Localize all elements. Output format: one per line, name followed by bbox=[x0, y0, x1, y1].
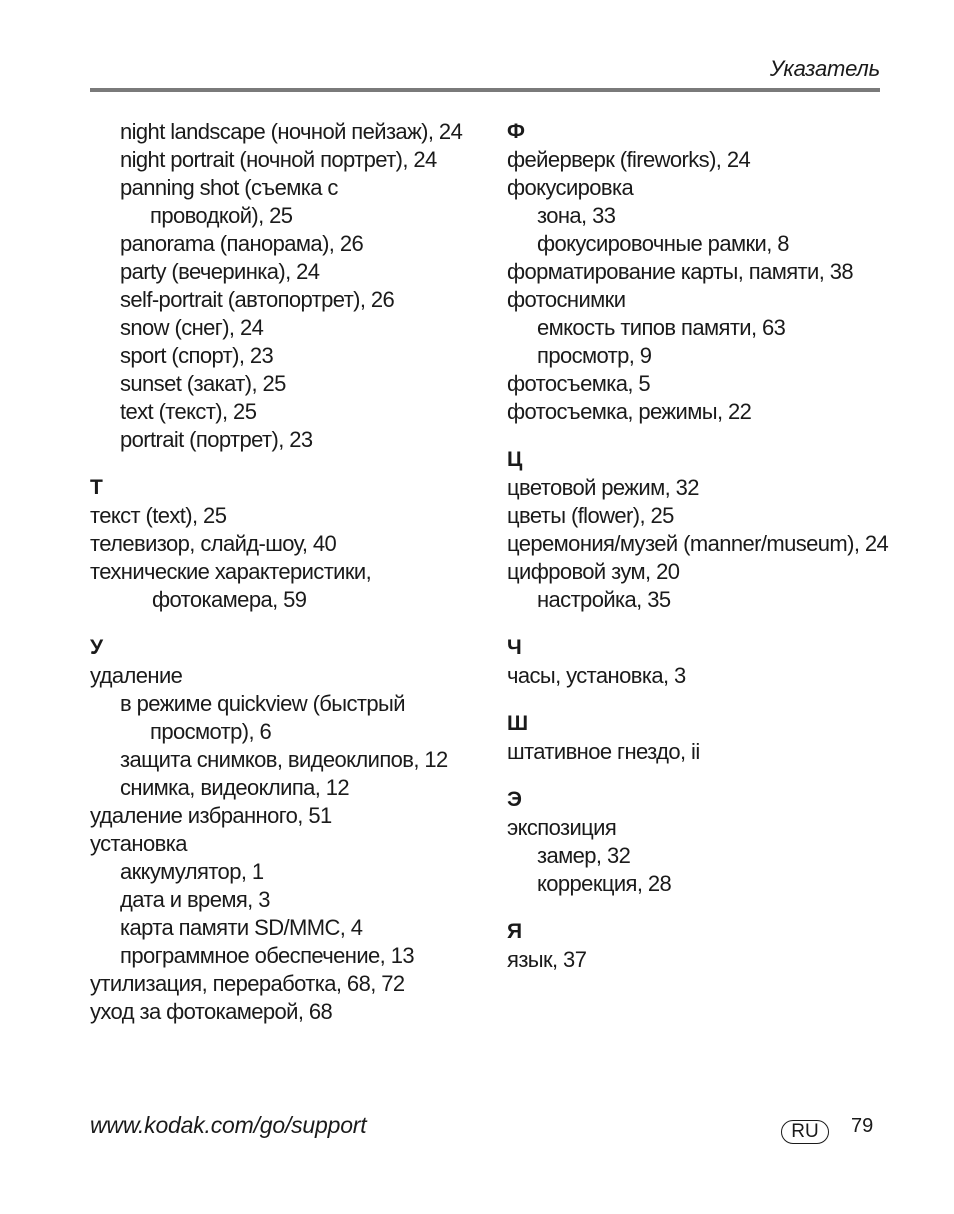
index-entry: просмотр, 9 bbox=[537, 343, 652, 368]
index-entry: цифровой зум, 20 bbox=[507, 559, 680, 584]
index-entry: snow (снег), 24 bbox=[120, 315, 264, 340]
index-entry: в режиме quickview (быстрый bbox=[120, 691, 405, 716]
index-entry: форматирование карты, памяти, 38 bbox=[507, 259, 854, 284]
footer-url: www.kodak.com/go/support bbox=[90, 1112, 367, 1138]
index-entry: аккумулятор, 1 bbox=[120, 859, 264, 884]
index-entry: церемония/музей (manner/museum), 24 bbox=[507, 531, 889, 556]
index-entry: цветовой режим, 32 bbox=[507, 475, 699, 500]
index-entry: text (текст), 25 bbox=[120, 399, 257, 424]
index-entry: фотоснимки bbox=[507, 287, 626, 312]
index-entry: зона, 33 bbox=[537, 203, 616, 228]
index-entry: фокусировка bbox=[507, 175, 634, 200]
index-entry: программное обеспечение, 13 bbox=[120, 943, 414, 968]
index-entry: защита снимков, видеоклипов, 12 bbox=[120, 747, 448, 772]
index-column-right bbox=[507, 118, 892, 974]
index-entry: штативное гнездо, ii bbox=[507, 739, 700, 764]
page-header-title: Указатель bbox=[769, 56, 880, 81]
index-entry: установка bbox=[90, 831, 187, 856]
index-entry: night portrait (ночной портрет), 24 bbox=[120, 147, 437, 172]
index-entry: экспозиция bbox=[507, 815, 617, 840]
index-entry: фотосъемка, режимы, 22 bbox=[507, 399, 752, 424]
index-entry: фокусировочные рамки, 8 bbox=[537, 231, 789, 256]
index-letter-heading: У bbox=[90, 636, 104, 659]
index-entry: фейерверк (fireworks), 24 bbox=[507, 147, 751, 172]
index-entry: замер, 32 bbox=[537, 843, 631, 868]
index-entry: карта памяти SD/MMC, 4 bbox=[120, 915, 363, 940]
index-letter-heading: Э bbox=[507, 788, 522, 811]
index-entry: емкость типов памяти, 63 bbox=[537, 315, 786, 340]
index-letter-heading: Ш bbox=[507, 712, 529, 735]
index-entry: portrait (портрет), 23 bbox=[120, 427, 313, 452]
index-entry: фотокамера, 59 bbox=[152, 587, 307, 612]
page-number: 79 bbox=[851, 1115, 874, 1137]
index-entry: night landscape (ночной пейзаж), 24 bbox=[120, 119, 463, 144]
index-letter-heading: Ц bbox=[507, 448, 523, 471]
index-letter-heading: Ч bbox=[507, 636, 522, 659]
index-entry: телевизор, слайд-шоу, 40 bbox=[90, 531, 337, 556]
index-entry: panning shot (съемка с bbox=[120, 175, 338, 200]
index-entry: уход за фотокамерой, 68 bbox=[90, 999, 333, 1024]
index-entry: проводкой), 25 bbox=[150, 203, 293, 228]
index-entry: технические характеристики, bbox=[90, 559, 372, 584]
index-letter-heading: Т bbox=[90, 476, 103, 499]
index-entry: язык, 37 bbox=[507, 947, 587, 972]
index-entry: panorama (панорама), 26 bbox=[120, 231, 364, 256]
index-entry: sport (спорт), 23 bbox=[120, 343, 274, 368]
header-divider bbox=[90, 88, 880, 92]
index-entry: часы, установка, 3 bbox=[507, 663, 686, 688]
index-entry: настройка, 35 bbox=[537, 587, 671, 612]
index-column-left bbox=[90, 118, 495, 1026]
index-entry: цветы (flower), 25 bbox=[507, 503, 674, 528]
index-letter-heading: Я bbox=[507, 920, 523, 943]
index-entry: текст (text), 25 bbox=[90, 503, 227, 528]
index-entry: фотосъемка, 5 bbox=[507, 371, 651, 396]
index-entry: sunset (закат), 25 bbox=[120, 371, 286, 396]
language-badge: RU bbox=[781, 1120, 829, 1144]
index-entry: party (вечеринка), 24 bbox=[120, 259, 320, 284]
index-entry: удаление bbox=[90, 663, 183, 688]
index-entry: дата и время, 3 bbox=[120, 887, 270, 912]
index-entry: коррекция, 28 bbox=[537, 871, 672, 896]
index-entry: снимка, видеоклипа, 12 bbox=[120, 775, 350, 800]
index-letter-heading: Ф bbox=[507, 120, 525, 143]
index-entry: утилизация, переработка, 68, 72 bbox=[90, 971, 405, 996]
index-entry: удаление избранного, 51 bbox=[90, 803, 332, 828]
index-entry: просмотр), 6 bbox=[150, 719, 272, 744]
index-entry: self-portrait (автопортрет), 26 bbox=[120, 287, 395, 312]
